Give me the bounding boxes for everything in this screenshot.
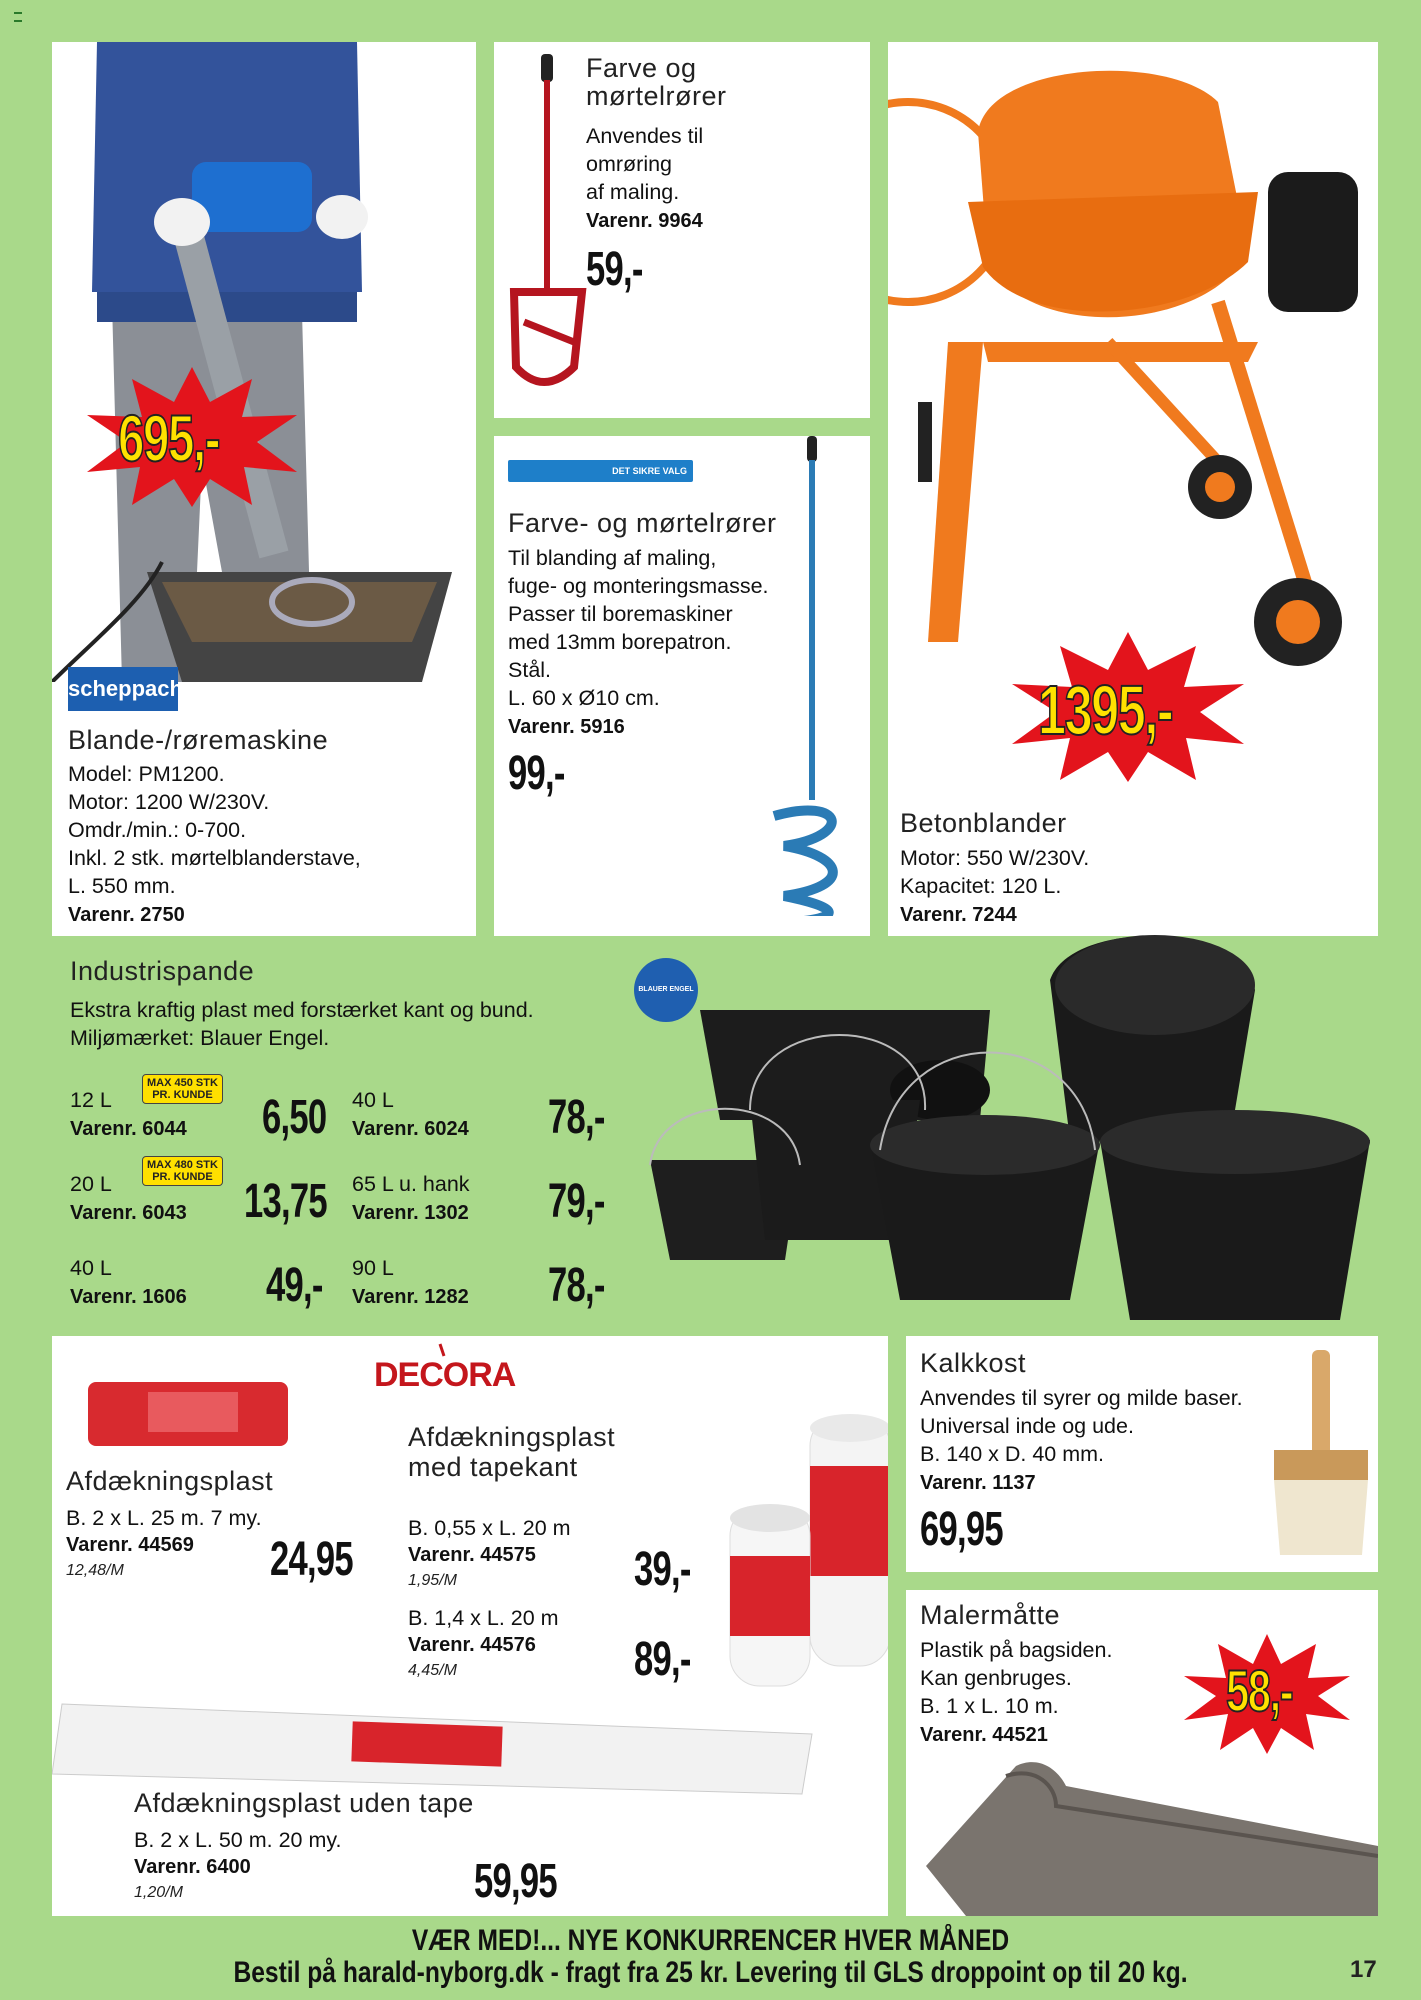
unit-price: 12,48/M	[66, 1562, 124, 1579]
bucket-price: 79,-	[548, 1175, 605, 1228]
corner-mark	[14, 12, 22, 22]
max-quantity-badge: MAX 480 STK PR. KUNDE	[142, 1156, 223, 1186]
item-number: Varenr. 5916	[508, 716, 625, 738]
product-price: 99,-	[508, 747, 565, 800]
product-title: Farve- og mørtelrører	[508, 508, 777, 538]
panel-mixer	[52, 42, 476, 936]
item-number: Varenr. 7244	[900, 904, 1017, 926]
unit-price: 1,95/M	[408, 1572, 457, 1589]
bucket-price: 6,50	[262, 1091, 327, 1144]
bucket-size: 40 L	[70, 1256, 112, 1280]
buckets-image	[640, 920, 1370, 1320]
product-description: Til blanding af maling, fuge- og monteringsmasse. Passer til boremaskiner med 13mm borepatron. Stål. L. 60 x Ø10 cm.	[508, 546, 769, 710]
tape-plastic-title: Afdækningsplast med tapekant	[408, 1422, 616, 1482]
product-title: Farve og mørtelrører	[586, 53, 727, 111]
footer-ordering-info: Bestil på harald-nyborg.dk - fragt fra 25 kr. Levering til GLS droppoint op til 20 kg.	[233, 1956, 1188, 1989]
item-number: Varenr. 6024	[352, 1118, 469, 1140]
product-price: 59,95	[474, 1855, 557, 1908]
mixer-image	[52, 42, 476, 682]
footer-promo: VÆR MED!... NYE KONKURRENCER HVER MÅNED	[411, 1924, 1010, 1957]
cement-mixer-image	[888, 42, 1378, 682]
panel-stirrer-small	[494, 42, 870, 418]
item-number: Varenr. 1302	[352, 1202, 469, 1224]
max-quantity-badge: MAX 450 STK PR. KUNDE	[142, 1074, 223, 1104]
product-price: 69,95	[920, 1503, 1003, 1556]
panel-lime-brush	[906, 1336, 1378, 1572]
panel-cement-mixer	[888, 42, 1378, 936]
panel-painter-mat	[906, 1590, 1378, 1916]
brush-image	[1262, 1350, 1378, 1570]
product-price: 24,95	[270, 1533, 353, 1586]
unit-price: 1,20/M	[134, 1884, 183, 1901]
item-number: Varenr. 44576	[408, 1634, 536, 1656]
bucket-price: 13,75	[244, 1175, 327, 1228]
item-number: Varenr. 6043	[70, 1202, 187, 1224]
scheppach-logo	[68, 667, 183, 711]
unit-price: 4,45/M	[408, 1662, 457, 1679]
item-number: Varenr. 9964	[586, 210, 703, 232]
item-number: Varenr. 44569	[66, 1534, 194, 1556]
bucket-size: 20 L	[70, 1172, 112, 1196]
item-number: Varenr. 6400	[134, 1856, 251, 1878]
product-description: B. 2 x L. 25 m. 7 my.	[66, 1506, 262, 1530]
painter-mat-price: 58,-	[1226, 1659, 1293, 1724]
item-number: Varenr. 1282	[352, 1286, 469, 1308]
product-description: Motor: 550 W/230V. Kapacitet: 120 L.	[900, 846, 1090, 898]
product-description: Anvendes til syrer og milde baser. Universal inde og ude. B. 140 x D. 40 mm.	[920, 1386, 1243, 1466]
buckets-description: Ekstra kraftig plast med forstærket kant og bund. Miljømærket: Blauer Engel.	[70, 998, 534, 1050]
tape-roll-image	[724, 1406, 888, 1696]
product-title: Betonblander	[900, 808, 1067, 838]
panel-stirrer-long	[494, 436, 870, 936]
brand-name: scheppach	[68, 676, 183, 701]
cement-mixer-price: 1395,-	[1038, 671, 1173, 749]
product-title: Afdækningsplast	[66, 1466, 274, 1496]
item-number: Varenr. 44575	[408, 1544, 536, 1566]
item-number: Varenr. 6044	[70, 1118, 187, 1140]
product-title: Afdækningsplast uden tape	[134, 1788, 474, 1818]
bucket-size: 12 L	[70, 1088, 112, 1112]
bucket-price: 78,-	[548, 1091, 605, 1144]
product-price: 39,-	[634, 1543, 691, 1596]
bucket-price: 78,-	[548, 1259, 605, 1312]
brand-name: DET SIKRE VALG	[612, 466, 687, 476]
item-number: Varenr. 1137	[920, 1472, 1036, 1494]
product-title: Malermåtte	[920, 1600, 1061, 1630]
bucket-size: 65 L u. hank	[352, 1172, 470, 1196]
panel-cover-plastic	[52, 1336, 888, 1916]
item-number: Varenr. 44521	[920, 1724, 1048, 1746]
product-description: Model: PM1200. Motor: 1200 W/230V. Omdr./min.: 0-700. Inkl. 2 stk. mørtelblanderstave, L. 550 mm.	[68, 762, 361, 898]
buckets-title: Industrispande	[70, 956, 255, 986]
tape-plastic-dims: B. 0,55 x L. 20 m	[408, 1516, 571, 1540]
bucket-size: 40 L	[352, 1088, 394, 1112]
mixer-price: 695,-	[118, 401, 220, 475]
droppen-logo	[508, 460, 693, 482]
spiral-stirrer-image	[744, 436, 864, 916]
bucket-size: 90 L	[352, 1256, 394, 1280]
eco-label-text: BLAUER ENGEL	[638, 986, 694, 993]
product-description: Anvendes til omrøring af maling.	[586, 124, 704, 204]
product-price: 89,-	[634, 1633, 691, 1686]
bucket-price: 49,-	[266, 1259, 323, 1312]
item-number: Varenr. 1606	[70, 1286, 187, 1308]
item-number: Varenr. 2750	[68, 904, 185, 926]
product-title: Kalkkost	[920, 1348, 1027, 1378]
product-title: Blande-/røremaskine	[68, 725, 329, 755]
cover-plastic-image	[78, 1372, 298, 1452]
product-description: Plastik på bagsiden. Kan genbruges. B. 1 x L. 10 m.	[920, 1638, 1113, 1718]
tape-plastic-dims: B. 1,4 x L. 20 m	[408, 1606, 559, 1630]
page-number: 17	[1350, 1956, 1377, 1983]
product-price: 59,-	[586, 243, 643, 296]
product-description: B. 2 x L. 50 m. 20 my.	[134, 1828, 342, 1852]
mat-roll-image	[906, 1746, 1378, 1916]
decora-logo: DECORA	[374, 1356, 516, 1394]
